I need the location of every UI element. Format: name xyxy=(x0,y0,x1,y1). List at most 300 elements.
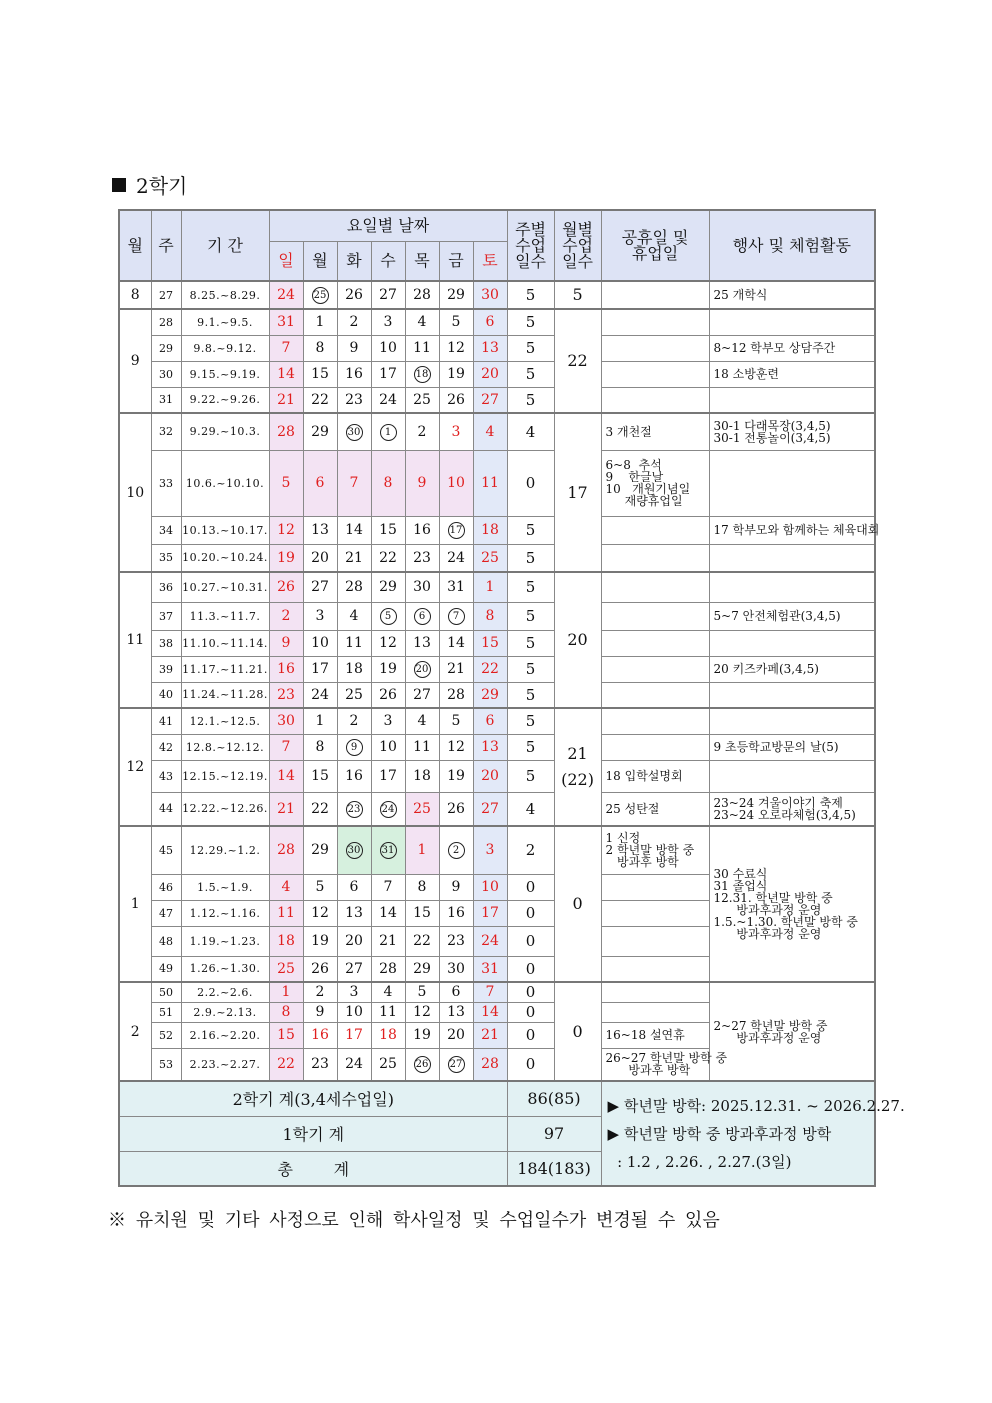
month-cell: 12 xyxy=(119,708,151,826)
day-cell: 24 xyxy=(371,387,405,413)
month-cell: 11 xyxy=(119,572,151,708)
week-days-cell: 5 xyxy=(507,708,554,734)
day-cell: 14 xyxy=(269,361,303,387)
day-cell: 4 xyxy=(371,982,405,1002)
week-cell: 29 xyxy=(151,335,181,361)
day-cell: 6 xyxy=(303,450,337,516)
day-cell xyxy=(371,413,405,450)
table-row xyxy=(119,544,875,572)
table-row xyxy=(119,760,875,792)
week-days-cell: 0 xyxy=(507,450,554,516)
event-cell xyxy=(709,708,875,734)
event-cell: 30 수료식 31 졸업식 12.31. 학년말 방학 중 방과후과정 운영 1.5.~1.30. 학년말 방학 중 방과후과정 운영 xyxy=(709,826,875,982)
day-cell: 11 xyxy=(473,450,507,516)
day-cell: 18 xyxy=(371,1022,405,1048)
week-cell: 37 xyxy=(151,602,181,630)
day-cell: 16 xyxy=(303,1022,337,1048)
header-month: 월 xyxy=(119,210,151,281)
day-cell: 21 xyxy=(371,926,405,956)
period-cell: 1.5.~1.9. xyxy=(181,874,269,900)
day-cell: 16 xyxy=(405,516,439,544)
day-cell: 19 xyxy=(303,926,337,956)
event-cell: 5~7 안전체험관(3,4,5) xyxy=(709,602,875,630)
period-cell: 2.16.~2.20. xyxy=(181,1022,269,1048)
day-cell: 1 xyxy=(473,572,507,602)
week-days-cell: 5 xyxy=(507,734,554,760)
table-row xyxy=(119,413,875,450)
holiday-cell: 18 입학설명회 xyxy=(601,760,709,792)
day-cell: 10 xyxy=(371,335,405,361)
week-cell: 46 xyxy=(151,874,181,900)
table-row xyxy=(119,826,875,874)
day-circle: 6 xyxy=(414,608,431,625)
month-cell: 9 xyxy=(119,309,151,413)
day-cell: 28 xyxy=(269,826,303,874)
day-cell: 29 xyxy=(303,826,337,874)
holiday-cell xyxy=(601,900,709,926)
day-cell: 15 xyxy=(303,760,337,792)
day-circle: 27 xyxy=(448,1056,465,1073)
period-cell: 12.15.~12.19. xyxy=(181,760,269,792)
period-cell: 1.26.~1.30. xyxy=(181,956,269,982)
holiday-cell xyxy=(601,656,709,682)
day-circle: 20 xyxy=(414,661,431,678)
event-cell: 23~24 겨울이야기 축제 23~24 오로라체험(3,4,5) xyxy=(709,792,875,826)
day-cell: 15 xyxy=(303,361,337,387)
day-cell: 6 xyxy=(473,309,507,335)
table-row xyxy=(119,602,875,630)
footnote: ※ 유치원 및 기타 사정으로 인해 학사일정 및 수업일수가 변경될 수 있음 xyxy=(108,1210,720,1231)
day-cell xyxy=(439,602,473,630)
note-line: ▶ 학년말 방학 중 방과후과정 방학 xyxy=(607,1124,832,1143)
header-day-2: 화 xyxy=(337,241,371,281)
day-cell: 2 xyxy=(405,413,439,450)
day-cell: 8 xyxy=(371,450,405,516)
period-cell: 10.13.~10.17. xyxy=(181,516,269,544)
week-days-cell: 5 xyxy=(507,760,554,792)
holiday-cell xyxy=(601,361,709,387)
day-cell: 28 xyxy=(269,413,303,450)
day-cell: 4 xyxy=(337,602,371,630)
week-days-cell: 4 xyxy=(507,792,554,826)
day-cell: 13 xyxy=(473,734,507,760)
event-cell: 2~27 학년말 방학 중 방과후과정 운영 xyxy=(709,982,875,1081)
day-cell xyxy=(371,826,405,874)
day-cell: 12 xyxy=(303,900,337,926)
day-cell: 29 xyxy=(439,281,473,309)
day-cell: 18 xyxy=(473,516,507,544)
week-days-cell: 0 xyxy=(507,874,554,900)
day-cell xyxy=(405,656,439,682)
day-cell xyxy=(439,516,473,544)
header-holidays: 공휴일 및 휴업일 xyxy=(601,210,709,281)
holiday-cell xyxy=(601,956,709,982)
day-cell xyxy=(405,361,439,387)
total-label: 2학기 계(3,4세수업일) xyxy=(119,1081,507,1116)
holiday-cell xyxy=(601,572,709,602)
day-cell: 22 xyxy=(405,926,439,956)
day-cell: 26 xyxy=(303,956,337,982)
day-cell: 11 xyxy=(337,630,371,656)
day-cell: 25 xyxy=(405,387,439,413)
month-days-cell: 21 (22) xyxy=(554,708,601,826)
day-cell: 6 xyxy=(337,874,371,900)
week-cell: 30 xyxy=(151,361,181,387)
holiday-cell xyxy=(601,516,709,544)
day-cell: 12 xyxy=(439,335,473,361)
table-row xyxy=(119,387,875,413)
day-cell: 28 xyxy=(405,281,439,309)
day-cell: 31 xyxy=(473,956,507,982)
day-cell: 13 xyxy=(473,335,507,361)
week-days-cell: 0 xyxy=(507,926,554,956)
day-cell: 7 xyxy=(269,734,303,760)
day-cell xyxy=(371,602,405,630)
day-cell: 8 xyxy=(405,874,439,900)
week-days-cell: 5 xyxy=(507,516,554,544)
week-cell: 45 xyxy=(151,826,181,874)
week-days-cell: 5 xyxy=(507,281,554,309)
day-cell: 9 xyxy=(269,630,303,656)
day-cell: 24 xyxy=(439,544,473,572)
day-cell: 12 xyxy=(439,734,473,760)
day-cell: 2 xyxy=(337,309,371,335)
week-cell: 31 xyxy=(151,387,181,413)
day-cell: 11 xyxy=(405,734,439,760)
day-cell: 24 xyxy=(473,926,507,956)
day-cell: 22 xyxy=(303,387,337,413)
holiday-cell xyxy=(601,734,709,760)
week-cell: 51 xyxy=(151,1002,181,1022)
month-days-cell: 5 xyxy=(554,281,601,309)
period-cell: 11.3.~11.7. xyxy=(181,602,269,630)
period-cell: 1.19.~1.23. xyxy=(181,926,269,956)
day-cell: 16 xyxy=(337,361,371,387)
week-cell: 28 xyxy=(151,309,181,335)
week-cell: 32 xyxy=(151,413,181,450)
week-days-cell: 0 xyxy=(507,1002,554,1022)
day-cell: 12 xyxy=(371,630,405,656)
day-cell: 23 xyxy=(269,682,303,708)
day-cell: 19 xyxy=(439,760,473,792)
week-cell: 34 xyxy=(151,516,181,544)
day-cell: 27 xyxy=(405,682,439,708)
day-cell: 13 xyxy=(439,1002,473,1022)
day-cell: 10 xyxy=(439,450,473,516)
day-cell: 26 xyxy=(439,792,473,826)
day-cell: 4 xyxy=(269,874,303,900)
holiday-cell: 6~8 추석 9 한글날 10 개원기념일 재량휴업일 xyxy=(601,450,709,516)
table-row xyxy=(119,792,875,826)
day-cell: 9 xyxy=(439,874,473,900)
month-cell: 1 xyxy=(119,826,151,982)
week-cell: 27 xyxy=(151,281,181,309)
event-cell xyxy=(709,544,875,572)
month-days-cell: 20 xyxy=(554,572,601,708)
day-cell: 12 xyxy=(405,1002,439,1022)
holiday-cell xyxy=(601,309,709,335)
day-cell: 22 xyxy=(371,544,405,572)
day-cell: 22 xyxy=(473,656,507,682)
holiday-cell xyxy=(601,602,709,630)
day-cell: 27 xyxy=(371,281,405,309)
day-cell: 27 xyxy=(473,792,507,826)
day-cell: 7 xyxy=(371,874,405,900)
day-cell: 23 xyxy=(337,387,371,413)
day-circle: 18 xyxy=(414,366,431,383)
header-week-days: 주별 수업 일수 xyxy=(507,210,554,281)
day-cell: 10 xyxy=(473,874,507,900)
day-circle: 24 xyxy=(380,801,397,818)
week-cell: 47 xyxy=(151,900,181,926)
day-cell: 4 xyxy=(405,309,439,335)
week-cell: 53 xyxy=(151,1048,181,1081)
day-cell: 17 xyxy=(371,760,405,792)
day-cell xyxy=(371,792,405,826)
day-cell: 9 xyxy=(405,450,439,516)
total-value: 184(183) xyxy=(507,1151,601,1186)
day-cell: 15 xyxy=(269,1022,303,1048)
period-cell: 2.9.~2.13. xyxy=(181,1002,269,1022)
header-day-5: 금 xyxy=(439,241,473,281)
day-cell: 5 xyxy=(269,450,303,516)
week-cell: 36 xyxy=(151,572,181,602)
day-cell: 17 xyxy=(303,656,337,682)
day-cell: 13 xyxy=(337,900,371,926)
week-cell: 39 xyxy=(151,656,181,682)
day-cell xyxy=(405,1048,439,1081)
day-cell: 11 xyxy=(371,1002,405,1022)
day-cell: 13 xyxy=(303,516,337,544)
header-period: 기 간 xyxy=(181,210,269,281)
day-circle: 17 xyxy=(448,522,465,539)
period-cell: 12.8.~12.12. xyxy=(181,734,269,760)
period-cell: 9.15.~9.19. xyxy=(181,361,269,387)
total-label: 총 계 xyxy=(119,1151,507,1186)
holiday-cell xyxy=(601,926,709,956)
day-cell: 29 xyxy=(303,413,337,450)
day-cell: 12 xyxy=(269,516,303,544)
month-cell: 10 xyxy=(119,413,151,572)
day-cell: 27 xyxy=(303,572,337,602)
day-cell: 30 xyxy=(269,708,303,734)
day-cell: 3 xyxy=(473,826,507,874)
table-row xyxy=(119,656,875,682)
day-cell: 22 xyxy=(303,792,337,826)
week-cell: 33 xyxy=(151,450,181,516)
period-cell: 10.6.~10.10. xyxy=(181,450,269,516)
event-cell xyxy=(709,760,875,792)
period-cell: 12.22.~12.26. xyxy=(181,792,269,826)
day-cell: 14 xyxy=(269,760,303,792)
day-cell xyxy=(337,734,371,760)
day-cell: 14 xyxy=(439,630,473,656)
day-circle: 25 xyxy=(312,287,329,304)
holiday-cell: 3 개천절 xyxy=(601,413,709,450)
table-row xyxy=(119,281,875,309)
event-cell: 8~12 학부모 상담주간 xyxy=(709,335,875,361)
header-week: 주 xyxy=(151,210,181,281)
day-cell: 2 xyxy=(303,982,337,1002)
day-cell: 26 xyxy=(269,572,303,602)
header-day-3: 수 xyxy=(371,241,405,281)
day-circle: 2 xyxy=(448,842,465,859)
day-circle: 5 xyxy=(380,608,397,625)
table-row xyxy=(119,309,875,335)
day-cell: 25 xyxy=(371,1048,405,1081)
day-cell: 14 xyxy=(337,516,371,544)
period-cell: 10.27.~10.31. xyxy=(181,572,269,602)
table-row xyxy=(119,682,875,708)
day-cell: 3 xyxy=(371,708,405,734)
day-cell: 8 xyxy=(303,335,337,361)
day-cell: 11 xyxy=(405,335,439,361)
week-days-cell: 0 xyxy=(507,1022,554,1048)
header-events: 행사 및 체험활동 xyxy=(709,210,875,281)
schedule-table xyxy=(118,209,905,1187)
week-cell: 41 xyxy=(151,708,181,734)
week-cell: 42 xyxy=(151,734,181,760)
day-circle: 7 xyxy=(448,608,465,625)
day-cell: 9 xyxy=(337,335,371,361)
period-cell: 11.17.~11.21. xyxy=(181,656,269,682)
month-days-cell: 0 xyxy=(554,826,601,982)
week-days-cell: 5 xyxy=(507,682,554,708)
day-cell: 21 xyxy=(439,656,473,682)
week-cell: 43 xyxy=(151,760,181,792)
day-circle: 1 xyxy=(380,424,397,441)
holiday-cell xyxy=(601,630,709,656)
day-cell: 27 xyxy=(337,956,371,982)
day-cell: 14 xyxy=(473,1002,507,1022)
day-cell xyxy=(439,1048,473,1081)
table-row xyxy=(119,450,875,516)
day-cell: 28 xyxy=(473,1048,507,1081)
day-cell: 29 xyxy=(371,572,405,602)
day-cell: 24 xyxy=(269,281,303,309)
period-cell: 9.29.~10.3. xyxy=(181,413,269,450)
holiday-cell xyxy=(601,281,709,309)
day-cell: 18 xyxy=(337,656,371,682)
day-cell: 5 xyxy=(439,708,473,734)
day-cell: 1 xyxy=(303,708,337,734)
header-day-0: 일 xyxy=(269,241,303,281)
table-row xyxy=(119,982,875,1002)
week-cell: 38 xyxy=(151,630,181,656)
total-row xyxy=(119,1081,875,1116)
day-cell: 25 xyxy=(337,682,371,708)
day-cell: 21 xyxy=(269,387,303,413)
week-days-cell: 5 xyxy=(507,335,554,361)
day-cell: 30 xyxy=(405,572,439,602)
holiday-cell: 16~18 설연휴 xyxy=(601,1022,709,1048)
day-cell: 21 xyxy=(269,792,303,826)
day-cell: 15 xyxy=(371,516,405,544)
week-days-cell: 0 xyxy=(507,982,554,1002)
holiday-cell xyxy=(601,982,709,1002)
day-cell: 25 xyxy=(269,956,303,982)
header-month-days: 월별 수업 일수 xyxy=(554,210,601,281)
day-cell: 15 xyxy=(473,630,507,656)
holiday-cell xyxy=(601,544,709,572)
day-cell xyxy=(337,826,371,874)
day-cell: 20 xyxy=(303,544,337,572)
day-cell: 11 xyxy=(269,900,303,926)
day-cell: 28 xyxy=(439,682,473,708)
day-cell: 22 xyxy=(269,1048,303,1081)
week-cell: 48 xyxy=(151,926,181,956)
day-cell: 19 xyxy=(439,361,473,387)
holiday-cell xyxy=(601,387,709,413)
week-days-cell: 5 xyxy=(507,602,554,630)
day-cell: 4 xyxy=(405,708,439,734)
event-cell: 17 학부모와 함께하는 체육대회 xyxy=(709,516,875,544)
period-cell: 1.12.~1.16. xyxy=(181,900,269,926)
note-line: : 1.2 , 2.26. , 2.27.(3일) xyxy=(607,1152,792,1171)
period-cell: 9.1.~9.5. xyxy=(181,309,269,335)
day-cell: 19 xyxy=(269,544,303,572)
event-cell: 18 소방훈련 xyxy=(709,361,875,387)
holiday-cell: 25 성탄절 xyxy=(601,792,709,826)
month-cell: 2 xyxy=(119,982,151,1081)
table-row xyxy=(119,516,875,544)
period-cell: 2.2.~2.6. xyxy=(181,982,269,1002)
table-row xyxy=(119,572,875,602)
day-cell: 18 xyxy=(405,760,439,792)
day-cell: 26 xyxy=(439,387,473,413)
day-cell: 3 xyxy=(303,602,337,630)
day-cell: 9 xyxy=(303,1002,337,1022)
day-cell xyxy=(405,602,439,630)
holiday-cell xyxy=(601,335,709,361)
day-cell: 1 xyxy=(405,826,439,874)
week-days-cell: 0 xyxy=(507,1048,554,1081)
day-cell: 23 xyxy=(405,544,439,572)
notes-cell xyxy=(601,1081,905,1186)
day-cell: 19 xyxy=(371,656,405,682)
table-row xyxy=(119,335,875,361)
week-days-cell: 5 xyxy=(507,387,554,413)
header-day-6: 토 xyxy=(473,241,507,281)
day-cell: 29 xyxy=(473,682,507,708)
week-cell: 44 xyxy=(151,792,181,826)
day-cell: 7 xyxy=(337,450,371,516)
day-cell: 2 xyxy=(269,602,303,630)
event-cell xyxy=(709,630,875,656)
day-cell: 27 xyxy=(473,387,507,413)
day-cell xyxy=(337,413,371,450)
day-cell: 3 xyxy=(337,982,371,1002)
month-days-cell: 0 xyxy=(554,982,601,1081)
total-value: 86(85) xyxy=(507,1081,601,1116)
day-cell: 1 xyxy=(269,982,303,1002)
day-cell: 20 xyxy=(439,1022,473,1048)
event-cell: 9 초등학교방문의 날(5) xyxy=(709,734,875,760)
day-cell: 7 xyxy=(473,982,507,1002)
day-cell: 7 xyxy=(269,335,303,361)
period-cell: 2.23.~2.27. xyxy=(181,1048,269,1081)
day-cell: 16 xyxy=(439,900,473,926)
day-cell: 3 xyxy=(371,309,405,335)
week-days-cell: 5 xyxy=(507,361,554,387)
day-cell: 5 xyxy=(303,874,337,900)
day-cell: 16 xyxy=(337,760,371,792)
day-cell: 28 xyxy=(371,956,405,982)
event-cell: 25 개학식 xyxy=(709,281,875,309)
day-cell: 31 xyxy=(269,309,303,335)
event-cell xyxy=(709,450,875,516)
period-cell: 12.29.~1.2. xyxy=(181,826,269,874)
